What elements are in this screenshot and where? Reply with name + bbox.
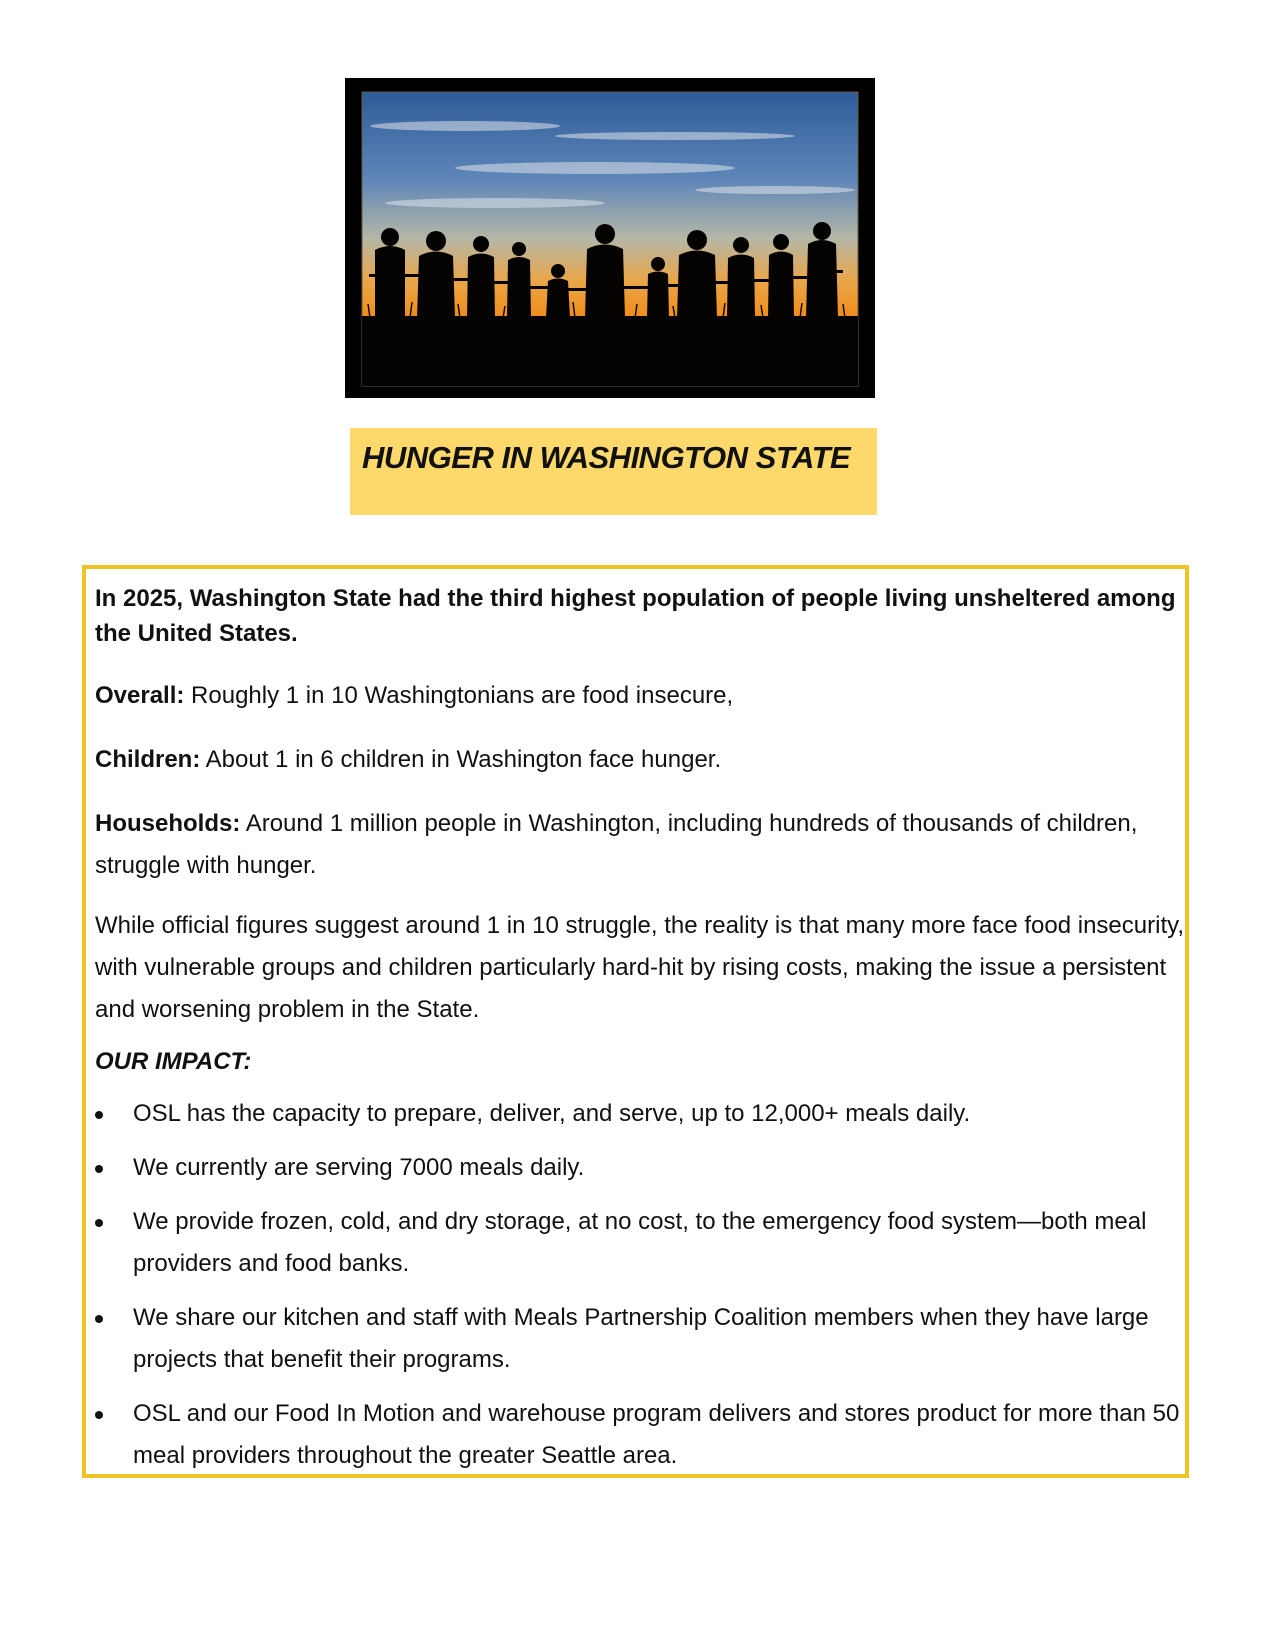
ground xyxy=(362,316,858,386)
stat-label: Overall: xyxy=(95,682,185,709)
list-item-text: OSL and our Food In Motion and warehouse program delivers and stores product for more than 50 meal providers throughout the greater Seattle area. xyxy=(133,1400,1180,1469)
list-item-text: We share our kitchen and staff with Meals Partnership Coalition members when they have large projects that benefit their programs. xyxy=(133,1304,1149,1373)
list-item xyxy=(95,1393,1195,1477)
list-item-text: We currently are serving 7000 meals daily. xyxy=(133,1154,585,1181)
list-item-text: We provide frozen, cold, and dry storage, at no cost, to the emergency food system—both meal providers and food banks. xyxy=(133,1208,1147,1277)
reality-note: While official figures suggest around 1 in 10 struggle, the reality is that many more face food insecurity, with vulnerable groups and children particularly hard-hit by rising costs, making the issue a persistent and worsening problem in the State. xyxy=(95,912,1184,1023)
stat-text: Around 1 million people in Washington, including hundreds of thousands of children, struggle with hunger. xyxy=(95,810,1138,879)
stat-children xyxy=(95,739,1195,781)
stat-text: About 1 in 6 children in Washington face hunger. xyxy=(200,746,722,773)
bullet-icon xyxy=(95,1219,103,1227)
page-title: HUNGER IN WASHINGTON STATE xyxy=(362,440,851,475)
stat-overall xyxy=(95,675,1195,717)
list-item xyxy=(95,1201,1195,1285)
facts-content xyxy=(95,581,1195,1489)
list-item xyxy=(95,1297,1195,1381)
list-item xyxy=(95,1093,1195,1135)
stat-label: Households: xyxy=(95,810,241,837)
facts-box xyxy=(82,565,1189,1478)
list-item xyxy=(95,1147,1195,1189)
intro-statement: In 2025, Washington State had the third highest population of people living unsheltered among the United States. xyxy=(95,585,1176,647)
list-item-text: OSL has the capacity to prepare, deliver, and serve, up to 12,000+ meals daily. xyxy=(133,1100,971,1127)
bullet-icon xyxy=(95,1111,103,1119)
title-banner xyxy=(350,428,877,515)
stat-households xyxy=(95,803,1195,887)
bullet-icon xyxy=(95,1165,103,1173)
silhouette-sunset-photo xyxy=(345,78,875,398)
impact-heading: OUR IMPACT: xyxy=(95,1048,252,1075)
stat-label: Children: xyxy=(95,746,201,773)
bullet-icon xyxy=(95,1315,103,1323)
impact-list xyxy=(95,1093,1195,1477)
stat-text: Roughly 1 in 10 Washingtonians are food insecure, xyxy=(184,682,734,709)
bullet-icon xyxy=(95,1411,103,1419)
header-photo xyxy=(345,78,875,398)
